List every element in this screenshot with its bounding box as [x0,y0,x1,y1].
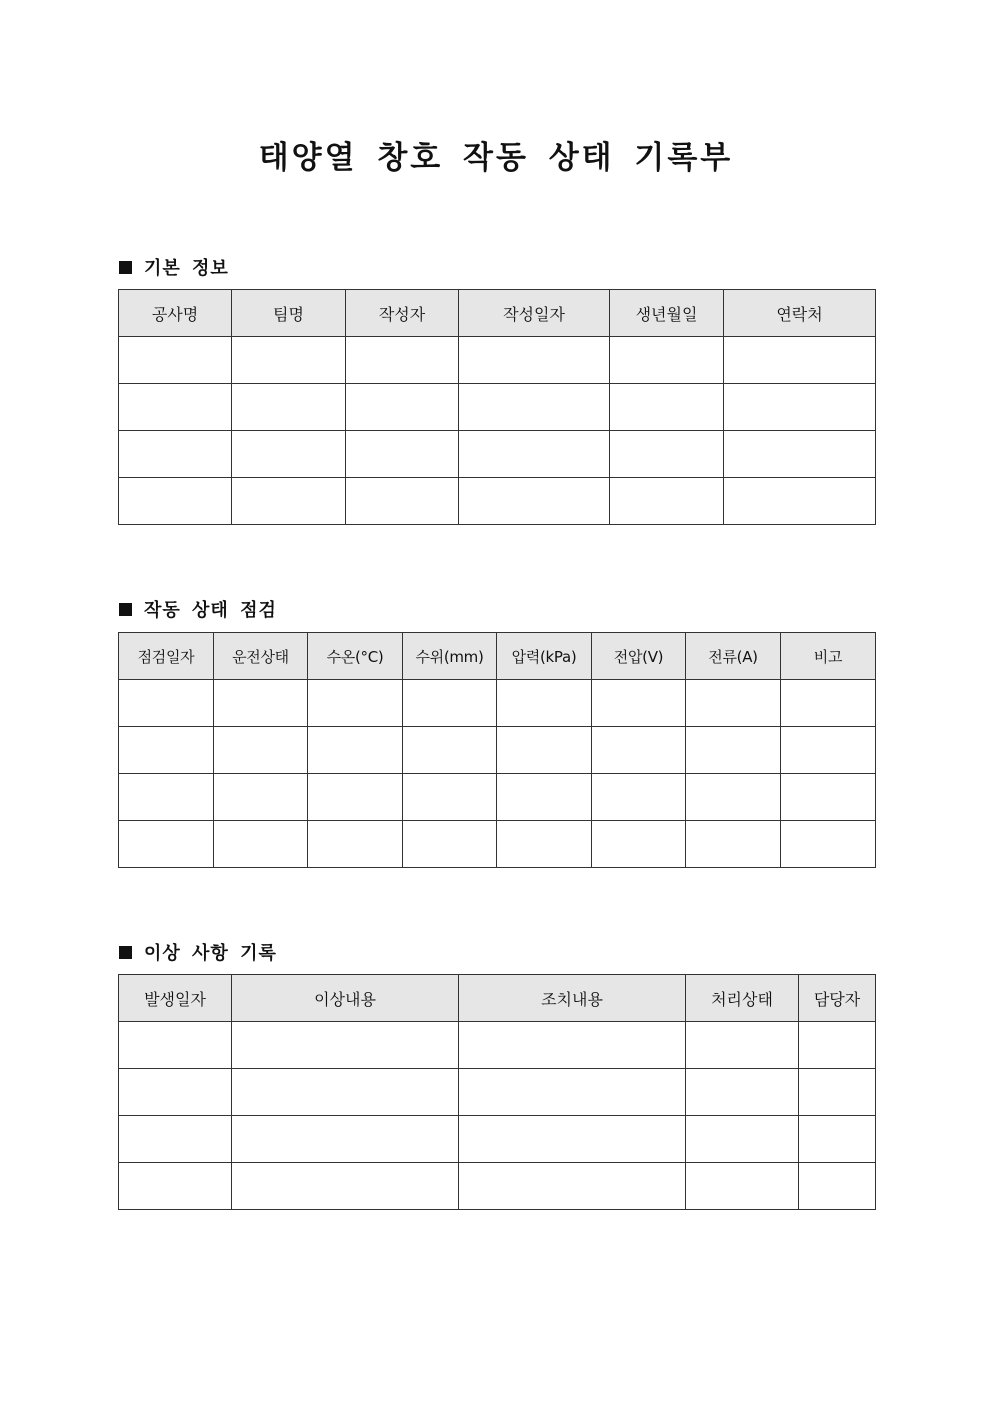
blank-cell[interactable] [232,1022,459,1069]
blank-cell[interactable] [610,384,724,431]
table-header-row [119,633,876,680]
blank-cell[interactable] [459,1022,686,1069]
blank-cell[interactable] [459,1116,686,1163]
blank-cell[interactable] [781,727,876,774]
blank-cell[interactable] [232,1163,459,1210]
status-check-table [118,632,876,868]
blank-cell[interactable] [308,774,403,821]
blank-cell[interactable] [119,821,214,868]
blank-cell[interactable] [232,1116,459,1163]
blank-cell[interactable] [497,774,592,821]
blank-cell[interactable] [403,680,497,727]
table-row [119,821,876,868]
blank-cell[interactable] [610,337,724,384]
blank-cell[interactable] [214,821,308,868]
blank-cell[interactable] [119,774,214,821]
table-row [119,337,876,384]
blank-cell[interactable] [308,727,403,774]
blank-cell[interactable] [119,1022,232,1069]
section-heading-label: 이상 사항 기록 [144,943,277,964]
blank-cell[interactable] [119,431,232,478]
blank-cell[interactable] [592,680,686,727]
blank-cell[interactable] [232,478,346,525]
column-header: 작성일자 [459,290,610,337]
blank-cell[interactable] [610,431,724,478]
blank-cell[interactable] [119,337,232,384]
table-row [119,1116,876,1163]
blank-cell[interactable] [119,1069,232,1116]
table-row [119,1163,876,1210]
blank-cell[interactable] [403,727,497,774]
blank-cell[interactable] [119,1163,232,1210]
blank-cell[interactable] [592,727,686,774]
blank-cell[interactable] [686,774,781,821]
blank-cell[interactable] [781,680,876,727]
blank-cell[interactable] [497,680,592,727]
column-header: 연락처 [724,290,876,337]
document-title: 태양열 창호 작동 상태 기록부 [258,140,734,176]
blank-cell[interactable] [119,727,214,774]
table-header-row [119,290,876,337]
blank-cell[interactable] [799,1069,876,1116]
column-header: 팀명 [232,290,346,337]
blank-cell[interactable] [592,821,686,868]
blank-cell[interactable] [119,1116,232,1163]
table-row [119,1022,876,1069]
square-bullet-icon [119,261,132,274]
blank-cell[interactable] [686,1022,799,1069]
blank-cell[interactable] [459,431,610,478]
blank-cell[interactable] [610,478,724,525]
blank-cell[interactable] [497,727,592,774]
table-row [119,680,876,727]
column-header: 공사명 [119,290,232,337]
blank-cell[interactable] [214,727,308,774]
section-heading-basic-info [119,254,229,280]
table-row [119,727,876,774]
column-header: 수위(mm) [403,633,497,680]
table-row [119,384,876,431]
square-bullet-icon [119,603,132,616]
blank-cell[interactable] [724,431,876,478]
blank-cell[interactable] [119,680,214,727]
blank-cell[interactable] [686,821,781,868]
column-header: 압력(kPa) [497,633,592,680]
blank-cell[interactable] [232,1069,459,1116]
table-row [119,1069,876,1116]
column-header: 생년월일 [610,290,724,337]
column-header: 담당자 [799,975,876,1022]
blank-cell[interactable] [119,384,232,431]
column-header: 발생일자 [119,975,232,1022]
section-heading-status-check [119,596,277,622]
blank-cell[interactable] [459,1069,686,1116]
section-heading-label: 작동 상태 점검 [144,600,277,621]
blank-cell[interactable] [781,774,876,821]
column-header: 수온(°C) [308,633,403,680]
issue-record-table [118,974,876,1210]
table-row [119,478,876,525]
blank-cell[interactable] [592,774,686,821]
blank-cell[interactable] [686,727,781,774]
blank-cell[interactable] [346,478,459,525]
blank-cell[interactable] [232,337,346,384]
blank-cell[interactable] [724,337,876,384]
column-header: 점검일자 [119,633,214,680]
column-header: 이상내용 [232,975,459,1022]
column-header: 비고 [781,633,876,680]
table-row [119,774,876,821]
column-header: 작성자 [346,290,459,337]
blank-cell[interactable] [686,1069,799,1116]
blank-cell[interactable] [799,1022,876,1069]
section-heading-issue-record [119,939,277,965]
blank-cell[interactable] [799,1163,876,1210]
blank-cell[interactable] [346,384,459,431]
blank-cell[interactable] [799,1116,876,1163]
blank-cell[interactable] [232,384,346,431]
blank-cell[interactable] [308,680,403,727]
column-header: 운전상태 [214,633,308,680]
blank-cell[interactable] [403,821,497,868]
blank-cell[interactable] [308,821,403,868]
basic-info-table [118,289,876,525]
section-heading-label: 기본 정보 [144,258,229,279]
column-header: 전압(V) [592,633,686,680]
blank-cell[interactable] [232,431,346,478]
blank-cell[interactable] [459,384,610,431]
blank-cell[interactable] [724,478,876,525]
blank-cell[interactable] [459,478,610,525]
blank-cell[interactable] [346,337,459,384]
column-header: 처리상태 [686,975,799,1022]
blank-cell[interactable] [724,384,876,431]
blank-cell[interactable] [459,1163,686,1210]
blank-cell[interactable] [686,1116,799,1163]
blank-cell[interactable] [686,680,781,727]
blank-cell[interactable] [214,680,308,727]
blank-cell[interactable] [214,774,308,821]
column-header: 전류(A) [686,633,781,680]
blank-cell[interactable] [686,1163,799,1210]
table-header-row [119,975,876,1022]
blank-cell[interactable] [459,337,610,384]
square-bullet-icon [119,946,132,959]
column-header: 조치내용 [459,975,686,1022]
blank-cell[interactable] [781,821,876,868]
blank-cell[interactable] [119,478,232,525]
blank-cell[interactable] [497,821,592,868]
table-row [119,431,876,478]
blank-cell[interactable] [403,774,497,821]
blank-cell[interactable] [346,431,459,478]
